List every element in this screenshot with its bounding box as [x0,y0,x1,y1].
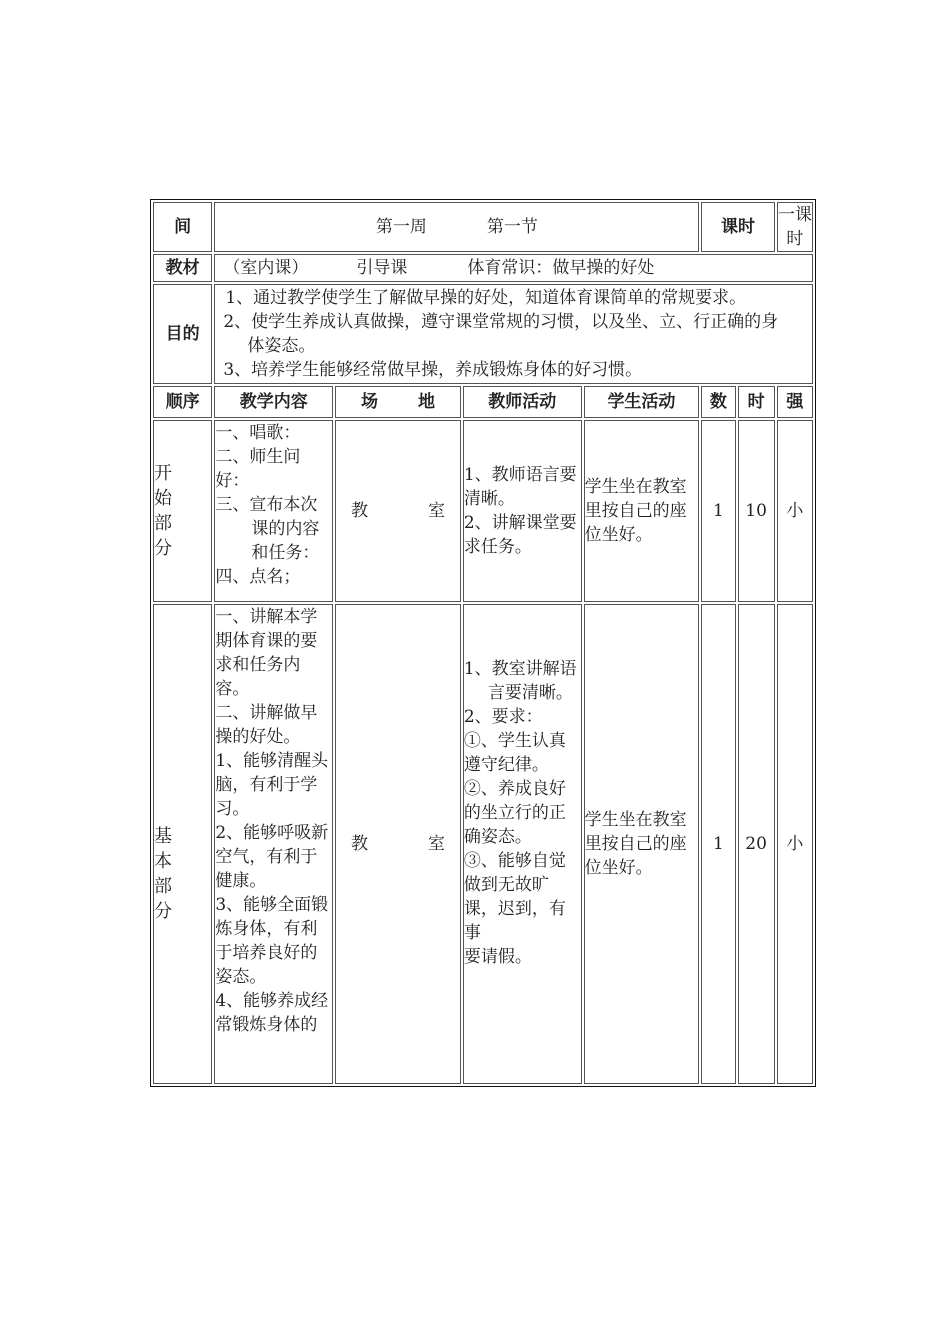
main-content-line: 炼身体，有利 [215,919,318,939]
main-content-line: 4、能够养成经 [215,991,329,1011]
main-name-char: 分 [154,901,172,922]
main-student [584,604,700,1084]
main-content-line: 一、讲解本学 [215,607,318,627]
start-teacher-line: 2、讲解课堂要 [463,513,577,533]
main-student-line: 学生坐在教室 [584,810,687,830]
main-content-line: 空气，有利于 [215,847,318,867]
main-teacher-line: 遵守纪律。 [463,755,549,775]
main-content-line: 于培养良好的 [215,943,318,963]
start-content-line: 和任务： [251,543,320,563]
start-student [584,420,700,602]
main-content-line: 期体育课的要 [215,631,318,651]
main-time: 20 [738,604,775,1084]
start-teacher-line: 求任务。 [463,537,532,557]
goals-label: 目的 [153,284,212,384]
col-venue-a: 场 [360,392,378,412]
main-teacher-line: 1、教室讲解语 [463,659,577,679]
start-teacher-line: 清晰。 [463,489,515,509]
main-content-line: 2、能够呼吸新 [215,823,329,843]
main-content-line: 姿态。 [215,967,267,987]
goal-item-3: 3、培养学生能够经常做早操，养成锻炼身体的好习惯。 [223,360,643,380]
main-venue [335,604,461,1084]
start-content-line: 一、唱歌： [215,423,301,443]
material-topic: 体育常识：做早操的好处 [467,258,655,278]
material-lesson: 引导课 [356,258,408,278]
main-venue-b: 室 [427,834,445,854]
main-teacher-line: 做到无故旷 [463,875,549,895]
material-row [153,254,813,282]
goal-item-1: 1、通过教学使学生了解做早操的好处，知道体育课简单的常规要求。 [225,288,747,308]
start-name-char: 始 [154,488,172,509]
main-teacher-line: 言要清晰。 [487,683,573,703]
start-venue-a: 教 [350,501,368,521]
main-name-char: 本 [154,851,172,872]
main-content-line: 求和任务内 [215,655,301,675]
main-teacher-line: 课，迟到，有事 [463,899,566,943]
col-content: 教学内容 [214,386,333,418]
start-name-char: 分 [154,538,172,559]
main-count: 1 [701,604,735,1084]
main-teacher [463,604,582,1084]
start-time: 10 [738,420,775,602]
week-text: 第一周 [375,217,427,237]
start-content-line: 二、师生问好： [215,447,301,491]
main-teacher-line: 要请假。 [463,947,532,967]
main-name-char: 基 [154,826,172,847]
main-content-line: 容。 [215,679,250,699]
material-label: 教材 [153,254,212,282]
main-venue-a: 教 [350,834,368,854]
material-cell [214,254,813,282]
main-teacher-line: ①、学生认真 [463,731,566,751]
start-content [214,420,333,602]
period-label: 课时 [701,202,774,252]
main-content-line: 习。 [215,799,250,819]
main-content-line: 1、能够清醒头 [215,751,329,771]
section-text: 第一节 [486,217,538,237]
start-section-name [153,420,212,602]
main-content-line: 二、讲解做早 [215,703,318,723]
main-teacher-line: 确姿态。 [463,827,532,847]
col-venue-b: 地 [417,392,435,412]
main-content-line: 操的好处。 [215,727,301,747]
col-teacher: 教师活动 [463,386,582,418]
lesson-plan-table [150,199,816,1087]
goal-item-2-cont: 体姿态。 [247,336,316,356]
start-venue-b: 室 [427,501,445,521]
time-label: 间 [153,202,212,252]
main-content [214,604,333,1084]
start-content-line: 四、点名； [215,567,301,587]
start-content-line: 课的内容 [251,519,320,539]
main-name-char: 部 [154,876,172,897]
col-venue [335,386,461,418]
main-student-line: 位坐好。 [584,858,653,878]
goals-row [153,284,813,384]
start-intensity: 小 [777,420,813,602]
start-venue [335,420,461,602]
col-student: 学生活动 [584,386,700,418]
main-intensity: 小 [777,604,813,1084]
material-type: （室内课） [223,258,309,278]
main-section-name [153,604,212,1084]
main-teacher-line: ②、养成良好 [463,779,566,799]
col-count: 数 [701,386,735,418]
week-section-cell [214,202,699,252]
main-section-row [153,604,813,1084]
main-teacher-line: 的坐立行的正 [463,803,566,823]
start-content-line: 三、宣布本次 [215,495,318,515]
goals-cell [214,284,813,384]
main-teacher-line: ③、能够自觉 [463,851,566,871]
start-name-char: 开 [154,463,172,484]
start-count: 1 [701,420,735,602]
col-intensity: 强 [777,386,813,418]
col-time: 时 [738,386,775,418]
main-teacher-line: 2、要求： [463,707,543,727]
main-content-line: 3、能够全面锻 [215,895,329,915]
start-teacher-line: 1、教师语言要 [463,465,577,485]
start-student-line: 学生坐在教室 [584,477,687,497]
main-content-line: 脑，有利于学 [215,775,318,795]
start-student-line: 里按自己的座 [584,501,687,521]
main-student-line: 里按自己的座 [584,834,687,854]
start-section-row [153,420,813,602]
column-header-row [153,386,813,418]
header-row [153,202,813,252]
period-value: 一课时 [777,202,813,252]
start-name-char: 部 [154,513,172,534]
col-order: 顺序 [153,386,212,418]
main-content-line: 常锻炼身体的 [215,1015,318,1035]
start-student-line: 位坐好。 [584,525,653,545]
start-teacher [463,420,582,602]
goal-item-2: 2、使学生养成认真做操，遵守课堂常规的习惯，以及坐、立、行正确的身 [223,312,779,332]
main-content-line: 健康。 [215,871,267,891]
